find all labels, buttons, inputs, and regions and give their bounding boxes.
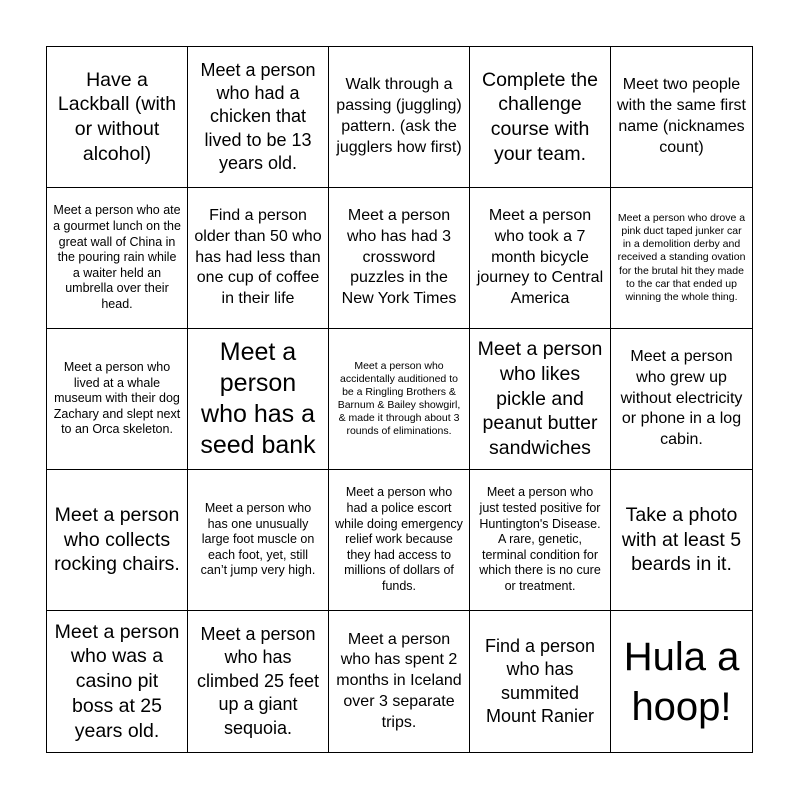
bingo-cell[interactable] bbox=[470, 188, 611, 329]
bingo-cell[interactable] bbox=[47, 47, 188, 188]
bingo-cell-text: Meet a person who has a seed bank bbox=[200, 337, 316, 460]
bingo-cell-text: Meet a person who lived at a whale museum with their dog Zachary and slept next to an Orca skeleton. bbox=[53, 359, 181, 437]
bingo-cell-text: Meet a person who has one unusually large foot muscle on each foot, yet, still can’t jump very high. bbox=[200, 500, 316, 578]
bingo-cell[interactable] bbox=[188, 47, 329, 188]
bingo-cell[interactable] bbox=[329, 188, 470, 329]
bingo-cell-text: Meet a person who likes pickle and peanut butter sandwiches bbox=[477, 338, 603, 460]
bingo-cell[interactable] bbox=[188, 329, 329, 470]
bingo-cell-text: Complete the challenge course with your team. bbox=[482, 68, 598, 165]
bingo-cell[interactable] bbox=[47, 470, 188, 611]
bingo-cell-text: Meet a person who took a 7 month bicycle journey to Central America bbox=[476, 207, 604, 308]
bingo-cell-text: Meet a person who collects rocking chairs. bbox=[54, 503, 180, 576]
bingo-cell-text: Meet a person who has climbed 25 feet up a giant sequoia. bbox=[196, 624, 320, 738]
bingo-cell-text: Meet a person who ate a gourmet lunch on the great wall of China in the pouring rain while a waiter held an umbrella over their head. bbox=[53, 203, 181, 312]
bingo-cell-text: Meet a person who had a police escort while doing emergency relief work because they had access to millions of dollars of funds. bbox=[335, 485, 463, 594]
bingo-cell-text: Meet a person who was a casino pit boss at 25 years old. bbox=[54, 620, 180, 742]
bingo-cell-text: Find a person older than 50 who has had less than one cup of coffee in their life bbox=[194, 207, 322, 308]
bingo-cell-text: Find a person who has summited Mount Ranier bbox=[484, 635, 596, 726]
bingo-cell[interactable] bbox=[611, 470, 752, 611]
bingo-cell-text: Have a Lackball (with or without alcohol) bbox=[57, 68, 177, 165]
bingo-cell[interactable] bbox=[329, 47, 470, 188]
bingo-cell-text: Take a photo with at least 5 beards in it. bbox=[621, 503, 742, 576]
bingo-cell[interactable] bbox=[329, 329, 470, 470]
bingo-cell[interactable] bbox=[329, 470, 470, 611]
bingo-cell[interactable] bbox=[329, 611, 470, 752]
bingo-cell-text: Meet a person who grew up without electricity or phone in a log cabin. bbox=[620, 348, 743, 449]
bingo-cell[interactable] bbox=[611, 188, 752, 329]
bingo-cell-text: Meet two people with the same first name (nicknames count) bbox=[617, 76, 746, 156]
bingo-cell[interactable] bbox=[470, 329, 611, 470]
bingo-cell[interactable] bbox=[611, 47, 752, 188]
bingo-cell-text: Meet a person who had a chicken that lived to be 13 years old. bbox=[200, 59, 316, 174]
bingo-cell[interactable] bbox=[611, 329, 752, 470]
bingo-cell[interactable] bbox=[470, 611, 611, 752]
bingo-cell[interactable] bbox=[47, 188, 188, 329]
bingo-card bbox=[46, 46, 753, 753]
bingo-cell[interactable] bbox=[188, 470, 329, 611]
bingo-cell-text: Meet a person who drove a pink duct taped junker car in a demolition derby and received a standing ovation for the brutal hit they made to the car that ended up winning the whole thing. bbox=[617, 212, 746, 303]
bingo-cell[interactable] bbox=[188, 611, 329, 752]
bingo-cell[interactable] bbox=[47, 329, 188, 470]
bingo-cell-text: Meet a person who accidentally auditioned to be a Ringling Brothers & Barnum & Bailey showgirl, & made it through about 3 rounds of eliminations. bbox=[337, 359, 461, 438]
bingo-cell[interactable] bbox=[470, 470, 611, 611]
bingo-cell-text: Meet a person who just tested positive for Huntington's Disease. A rare, genetic, terminal condition for which there is no cure or treatment. bbox=[479, 485, 601, 594]
bingo-cell[interactable] bbox=[188, 188, 329, 329]
bingo-cell-text: Meet a person who has spent 2 months in Iceland over 3 separate trips. bbox=[336, 630, 462, 731]
bingo-cell-text: Meet a person who has had 3 crossword puzzles in the New York Times bbox=[341, 207, 457, 308]
bingo-cell[interactable] bbox=[47, 611, 188, 752]
bingo-cell[interactable] bbox=[611, 611, 752, 752]
bingo-cell-text: Hula a hoop! bbox=[623, 634, 740, 729]
bingo-cell[interactable] bbox=[470, 47, 611, 188]
bingo-cell-text: Walk through a passing (juggling) pattern. (ask the jugglers how first) bbox=[336, 76, 462, 156]
